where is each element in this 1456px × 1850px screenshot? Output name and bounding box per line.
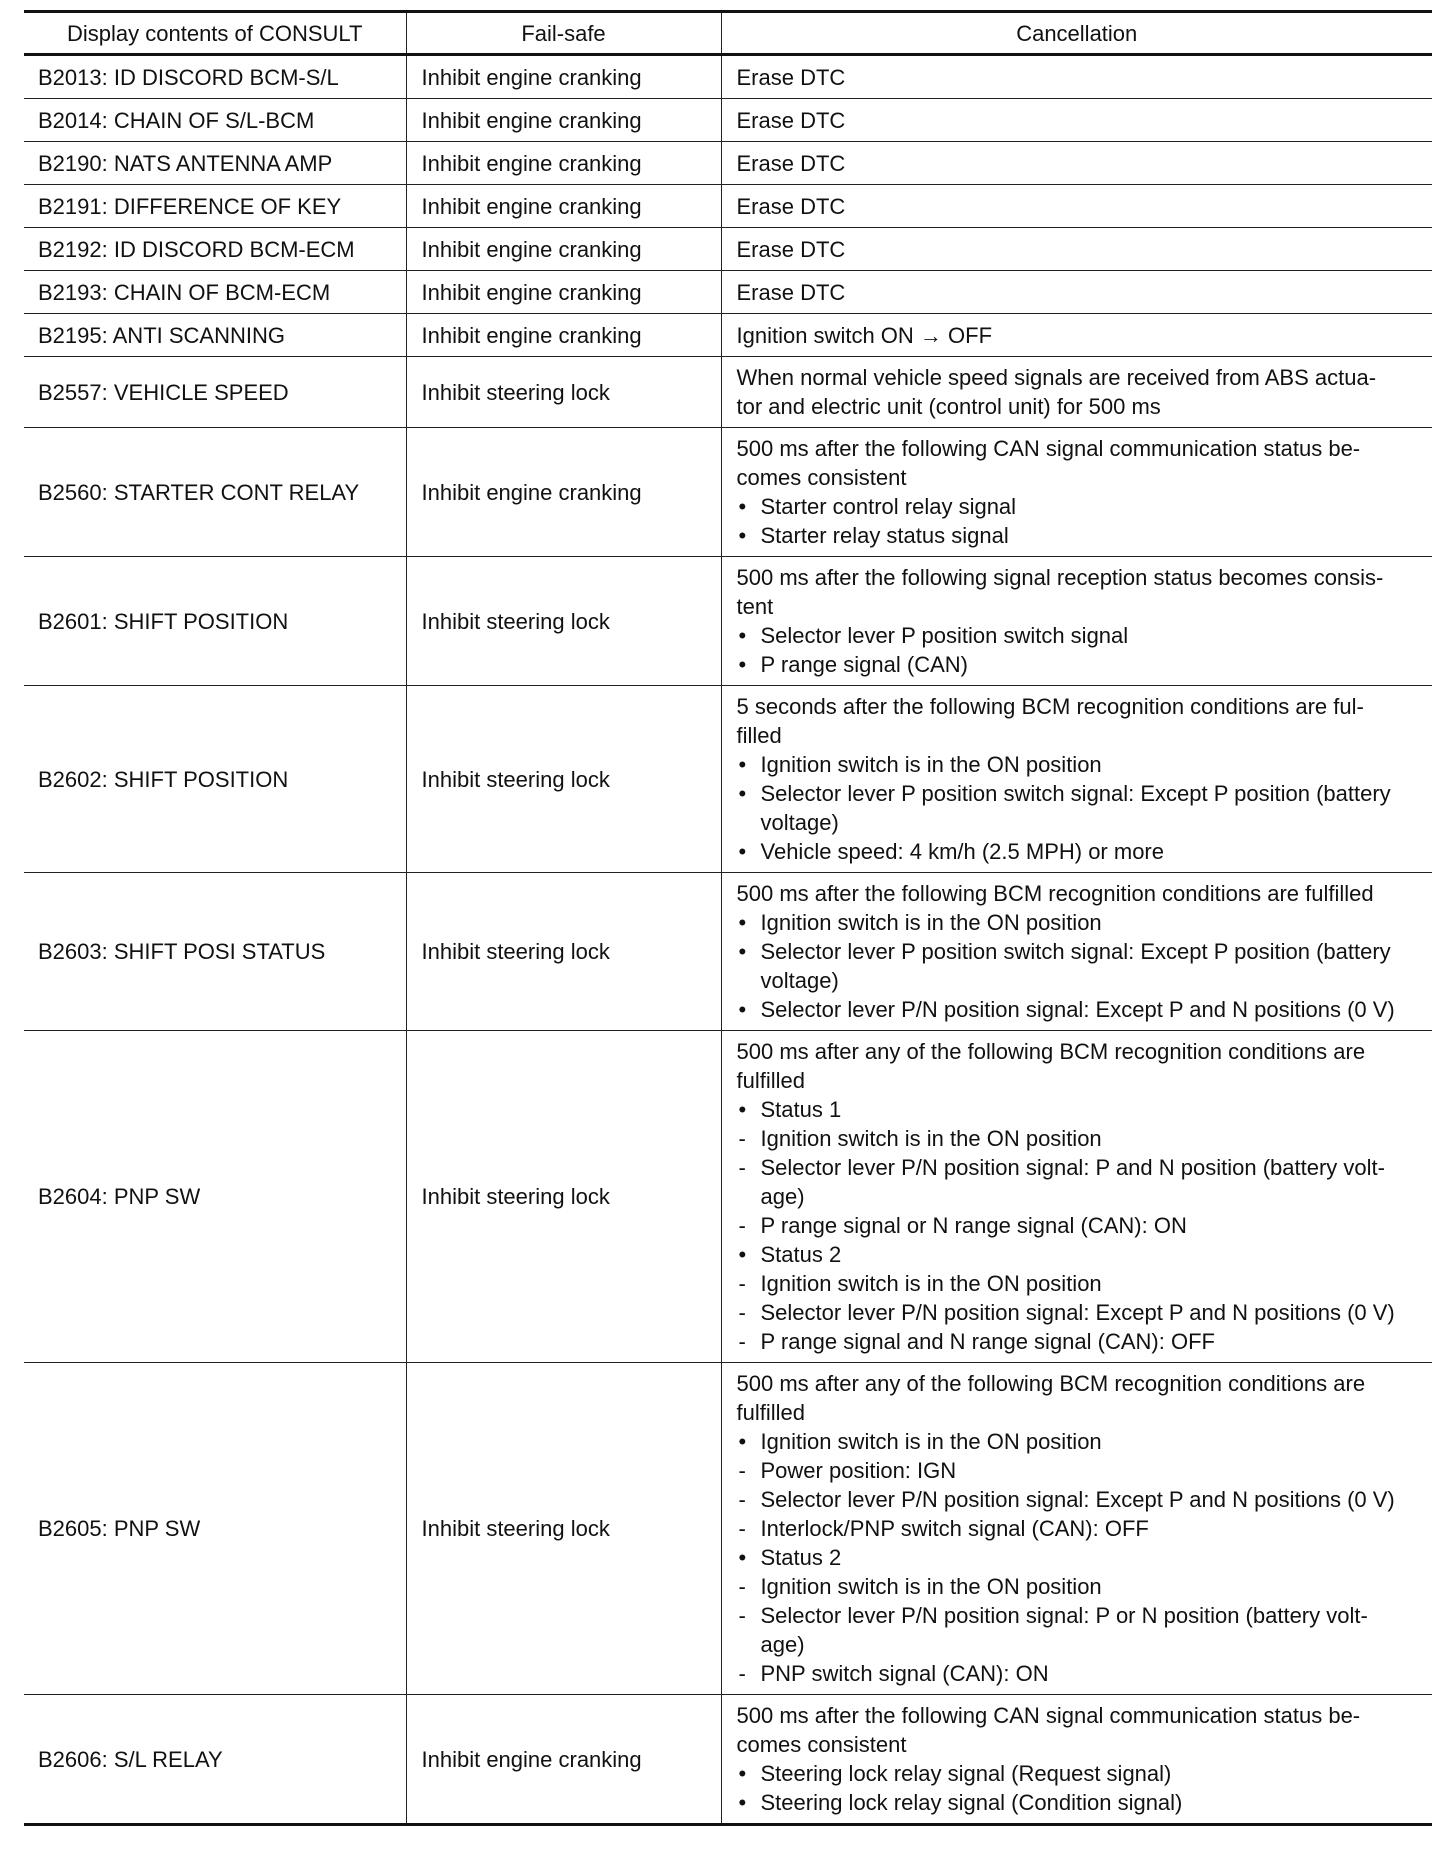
- item-text: Power position: IGN: [760, 1458, 957, 1483]
- dash-icon: -: [738, 1661, 746, 1686]
- cancellation-cell: [721, 1363, 1432, 1695]
- failsafe-action: Inhibit engine cranking: [421, 479, 642, 505]
- item-text: P range signal (CAN): [760, 652, 968, 677]
- cancellation-line: 500 ms after the following CAN signal communication status be-: [736, 436, 1361, 461]
- item-text: Selector lever P/N position signal: P and N position (battery volt-: [760, 1155, 1385, 1180]
- bullet-icon: •: [738, 997, 747, 1022]
- cancellation-cell: [721, 1695, 1432, 1825]
- dash-icon: -: [738, 1213, 746, 1238]
- bullet-item: [737, 1095, 1419, 1124]
- item-text: Ignition switch is in the ON position: [760, 752, 1102, 777]
- bullet-item: [737, 937, 1419, 966]
- dtc-code: B2193: CHAIN OF BCM-ECM: [38, 279, 331, 305]
- dash-icon: -: [738, 1155, 746, 1180]
- dtc-code-cell: [24, 1363, 406, 1695]
- item-text: Ignition switch is in the ON position: [760, 910, 1102, 935]
- continuation-line: [737, 808, 1419, 837]
- dtc-code: B2602: SHIFT POSITION: [38, 766, 289, 792]
- header-display-contents: Display contents of CONSULT: [24, 12, 406, 55]
- dash-icon: -: [738, 1329, 746, 1354]
- item-text: P range signal and N range signal (CAN): OFF: [760, 1329, 1215, 1354]
- item-text: age): [760, 1184, 805, 1209]
- item-text: Status 1: [760, 1097, 842, 1122]
- failsafe-action: Inhibit engine cranking: [421, 64, 642, 90]
- table-row: [24, 557, 1432, 686]
- cancellation-line: 500 ms after the following signal reception status becomes consis-: [736, 565, 1384, 590]
- item-text: Selector lever P/N position signal: Except P and N positions (0 V): [760, 1300, 1395, 1325]
- dtc-code: B2195: ANTI SCANNING: [38, 322, 285, 348]
- item-text: Selector lever P/N position signal: P or N position (battery volt-: [760, 1603, 1368, 1628]
- cancellation-line: 500 ms after the following CAN signal communication status be-: [736, 1703, 1361, 1728]
- bullet-icon: •: [738, 781, 747, 806]
- dash-item: [737, 1572, 1419, 1601]
- cancellation-cell: [721, 314, 1432, 357]
- cancellation-cell: [721, 142, 1432, 185]
- table-header: [24, 12, 1432, 55]
- bullet-item: [737, 492, 1419, 521]
- dtc-code-cell: [24, 55, 406, 99]
- table-row: [24, 99, 1432, 142]
- bullet-icon: •: [738, 1097, 747, 1122]
- bullet-icon: •: [738, 939, 747, 964]
- dtc-code: B2190: NATS ANTENNA AMP: [38, 150, 333, 176]
- failsafe-cell: [406, 314, 721, 357]
- failsafe-action: Inhibit engine cranking: [421, 236, 642, 262]
- table-row: [24, 271, 1432, 314]
- table-row: [24, 873, 1432, 1031]
- cancellation-line: tor and electric unit (control unit) for 500 ms: [736, 394, 1161, 419]
- bullet-item: [737, 521, 1419, 550]
- dash-item: [737, 1124, 1419, 1153]
- table-row: [24, 55, 1432, 99]
- bullet-item: [737, 1427, 1419, 1456]
- dash-item: [737, 1485, 1419, 1514]
- dtc-code: B2191: DIFFERENCE OF KEY: [38, 193, 342, 219]
- table-row: [24, 1031, 1432, 1363]
- dash-icon: -: [738, 1574, 746, 1599]
- table-body: [24, 55, 1432, 1825]
- table-row: [24, 686, 1432, 873]
- table-row: [24, 185, 1432, 228]
- cancellation-cell: [721, 271, 1432, 314]
- bullet-icon: •: [738, 910, 747, 935]
- bullet-icon: •: [738, 494, 747, 519]
- bullet-item: [737, 995, 1419, 1024]
- cancellation-line: tent: [736, 594, 774, 619]
- cancellation-cell: [721, 185, 1432, 228]
- item-text: Status 2: [760, 1242, 842, 1267]
- failsafe-cell: [406, 271, 721, 314]
- header-cancellation: Cancellation: [721, 12, 1432, 55]
- cancellation-line: When normal vehicle speed signals are received from ABS actua-: [736, 365, 1377, 390]
- dtc-code: B2560: STARTER CONT RELAY: [38, 479, 360, 505]
- bullet-item: [737, 779, 1419, 808]
- item-text: Selector lever P/N position signal: Except P and N positions (0 V): [760, 997, 1395, 1022]
- item-text: voltage): [760, 810, 839, 835]
- table-row: [24, 357, 1432, 428]
- dtc-code-cell: [24, 99, 406, 142]
- failsafe-table: [24, 10, 1432, 1826]
- cancellation-cell: [721, 55, 1432, 99]
- failsafe-cell: [406, 228, 721, 271]
- bullet-icon: •: [738, 1545, 747, 1570]
- dtc-code-cell: [24, 357, 406, 428]
- failsafe-action: Inhibit engine cranking: [421, 107, 642, 133]
- item-text: Selector lever P position switch signal: Except P position (battery: [760, 781, 1391, 806]
- dash-item: [737, 1269, 1419, 1298]
- cancellation-line: comes consistent: [736, 465, 907, 490]
- continuation-line: [737, 966, 1419, 995]
- item-text: age): [760, 1632, 805, 1657]
- cancellation-line: Erase DTC: [736, 150, 846, 176]
- cancellation-line: 500 ms after the following BCM recognition conditions are fulfilled: [736, 881, 1374, 906]
- item-text: Ignition switch is in the ON position: [760, 1126, 1102, 1151]
- dtc-code: B2192: ID DISCORD BCM-ECM: [38, 236, 355, 262]
- failsafe-cell: [406, 357, 721, 428]
- dtc-code-cell: [24, 1031, 406, 1363]
- continuation-line: [737, 1182, 1419, 1211]
- failsafe-action: Inhibit engine cranking: [421, 193, 642, 219]
- failsafe-action: Inhibit engine cranking: [421, 1746, 642, 1772]
- bullet-icon: •: [738, 1761, 747, 1786]
- failsafe-cell: [406, 142, 721, 185]
- header-row: [24, 12, 1432, 55]
- dash-item: [737, 1456, 1419, 1485]
- dtc-code: B2605: PNP SW: [38, 1516, 201, 1541]
- item-text: Selector lever P/N position signal: Except P and N positions (0 V): [760, 1487, 1395, 1512]
- failsafe-action: Inhibit steering lock: [421, 379, 610, 405]
- cancellation-cell: [721, 686, 1432, 873]
- dtc-code-cell: [24, 185, 406, 228]
- cancellation-line: filled: [736, 723, 782, 748]
- dtc-code-cell: [24, 873, 406, 1031]
- dash-item: [737, 1659, 1419, 1688]
- dtc-code-cell: [24, 686, 406, 873]
- header-fail-safe: Fail-safe: [406, 12, 721, 55]
- cancellation-cell: [721, 357, 1432, 428]
- item-text: Vehicle speed: 4 km/h (2.5 MPH) or more: [760, 839, 1164, 864]
- failsafe-cell: [406, 686, 721, 873]
- item-text: Selector lever P position switch signal: [760, 623, 1129, 648]
- failsafe-cell: [406, 557, 721, 686]
- item-text: Ignition switch is in the ON position: [760, 1429, 1102, 1454]
- cancellation-cell: [721, 557, 1432, 686]
- failsafe-cell: [406, 99, 721, 142]
- failsafe-cell: [406, 1695, 721, 1825]
- dtc-code-cell: [24, 557, 406, 686]
- table-row: [24, 228, 1432, 271]
- dtc-code: B2014: CHAIN OF S/L-BCM: [38, 107, 315, 133]
- dtc-code: B2557: VEHICLE SPEED: [38, 379, 289, 405]
- bullet-icon: •: [738, 523, 747, 548]
- failsafe-action: Inhibit steering lock: [421, 608, 610, 634]
- dtc-code: B2013: ID DISCORD BCM-S/L: [38, 64, 339, 90]
- table-row: [24, 1695, 1432, 1825]
- item-text: Selector lever P position switch signal: Except P position (battery: [760, 939, 1391, 964]
- dash-icon: -: [738, 1458, 746, 1483]
- table-row: [24, 314, 1432, 357]
- dash-icon: -: [738, 1516, 746, 1541]
- item-text: Steering lock relay signal (Request signal): [760, 1761, 1172, 1786]
- dtc-code-cell: [24, 1695, 406, 1825]
- failsafe-action: Inhibit steering lock: [421, 1516, 610, 1541]
- dash-item: [737, 1514, 1419, 1543]
- dash-icon: -: [738, 1126, 746, 1151]
- bullet-icon: •: [738, 1429, 747, 1454]
- bullet-item: [737, 837, 1419, 866]
- cancellation-line: Erase DTC: [736, 193, 846, 219]
- item-text: Interlock/PNP switch signal (CAN): OFF: [760, 1516, 1149, 1541]
- dash-item: [737, 1601, 1419, 1630]
- dash-icon: -: [738, 1487, 746, 1512]
- failsafe-action: Inhibit steering lock: [421, 766, 610, 792]
- cancellation-cell: [721, 873, 1432, 1031]
- cancellation-cell: [721, 228, 1432, 271]
- bullet-icon: •: [738, 752, 747, 777]
- failsafe-action: Inhibit steering lock: [421, 939, 610, 964]
- bullet-item: [737, 1240, 1419, 1269]
- cancellation-line: 500 ms after any of the following BCM recognition conditions are: [736, 1039, 1366, 1064]
- failsafe-cell: [406, 1363, 721, 1695]
- cancellation-cell: [721, 428, 1432, 557]
- bullet-icon: •: [738, 1790, 747, 1815]
- item-text: Starter relay status signal: [760, 523, 1009, 548]
- continuation-line: [737, 1630, 1419, 1659]
- dash-item: [737, 1327, 1419, 1356]
- table-row: [24, 142, 1432, 185]
- bullet-icon: •: [738, 623, 747, 648]
- cancellation-line: fulfilled: [736, 1068, 805, 1093]
- cancellation-cell: [721, 99, 1432, 142]
- item-text: Ignition switch is in the ON position: [760, 1271, 1102, 1296]
- bullet-item: [737, 1788, 1419, 1817]
- item-text: voltage): [760, 968, 839, 993]
- cancellation-line: 5 seconds after the following BCM recognition conditions are ful-: [736, 694, 1364, 719]
- failsafe-action: Inhibit steering lock: [421, 1184, 610, 1209]
- cancellation-line: 500 ms after any of the following BCM recognition conditions are: [736, 1371, 1366, 1396]
- bullet-item: [737, 1759, 1419, 1788]
- bullet-item: [737, 1543, 1419, 1572]
- dtc-code: B2606: S/L RELAY: [38, 1746, 223, 1772]
- dtc-code-cell: [24, 428, 406, 557]
- failsafe-action: Inhibit engine cranking: [421, 150, 642, 176]
- table-row: [24, 428, 1432, 557]
- cancellation-line: Erase DTC: [736, 236, 846, 262]
- cancellation-cell: [721, 1031, 1432, 1363]
- dash-icon: -: [738, 1603, 746, 1628]
- cancellation-line: Ignition switch ON → OFF: [736, 322, 993, 348]
- item-text: P range signal or N range signal (CAN): ON: [760, 1213, 1187, 1238]
- failsafe-cell: [406, 55, 721, 99]
- dtc-code: B2601: SHIFT POSITION: [38, 608, 289, 634]
- cancellation-line: comes consistent: [736, 1732, 907, 1757]
- cancellation-line: Erase DTC: [736, 107, 846, 133]
- failsafe-action: Inhibit engine cranking: [421, 322, 642, 348]
- item-text: Ignition switch is in the ON position: [760, 1574, 1102, 1599]
- dash-icon: -: [738, 1271, 746, 1296]
- dtc-code: B2603: SHIFT POSI STATUS: [38, 939, 326, 964]
- dtc-code-cell: [24, 314, 406, 357]
- failsafe-cell: [406, 1031, 721, 1363]
- cancellation-line: Erase DTC: [736, 64, 846, 90]
- table-row: [24, 1363, 1432, 1695]
- item-text: Starter control relay signal: [760, 494, 1017, 519]
- dash-item: [737, 1298, 1419, 1327]
- dtc-code-cell: [24, 142, 406, 185]
- dash-item: [737, 1153, 1419, 1182]
- failsafe-action: Inhibit engine cranking: [421, 279, 642, 305]
- bullet-icon: •: [738, 652, 747, 677]
- failsafe-cell: [406, 428, 721, 557]
- cancellation-line: Erase DTC: [736, 279, 846, 305]
- bullet-item: [737, 750, 1419, 779]
- bullet-item: [737, 908, 1419, 937]
- dash-item: [737, 1211, 1419, 1240]
- bullet-item: [737, 650, 1419, 679]
- bullet-icon: •: [738, 839, 747, 864]
- item-text: Status 2: [760, 1545, 842, 1570]
- cancellation-line: fulfilled: [736, 1400, 805, 1425]
- failsafe-cell: [406, 873, 721, 1031]
- bullet-icon: •: [738, 1242, 747, 1267]
- dtc-code-cell: [24, 228, 406, 271]
- dash-icon: -: [738, 1300, 746, 1325]
- dtc-code-cell: [24, 271, 406, 314]
- dtc-code: B2604: PNP SW: [38, 1184, 201, 1209]
- item-text: Steering lock relay signal (Condition signal): [760, 1790, 1183, 1815]
- failsafe-cell: [406, 185, 721, 228]
- bullet-item: [737, 621, 1419, 650]
- item-text: PNP switch signal (CAN): ON: [760, 1661, 1049, 1686]
